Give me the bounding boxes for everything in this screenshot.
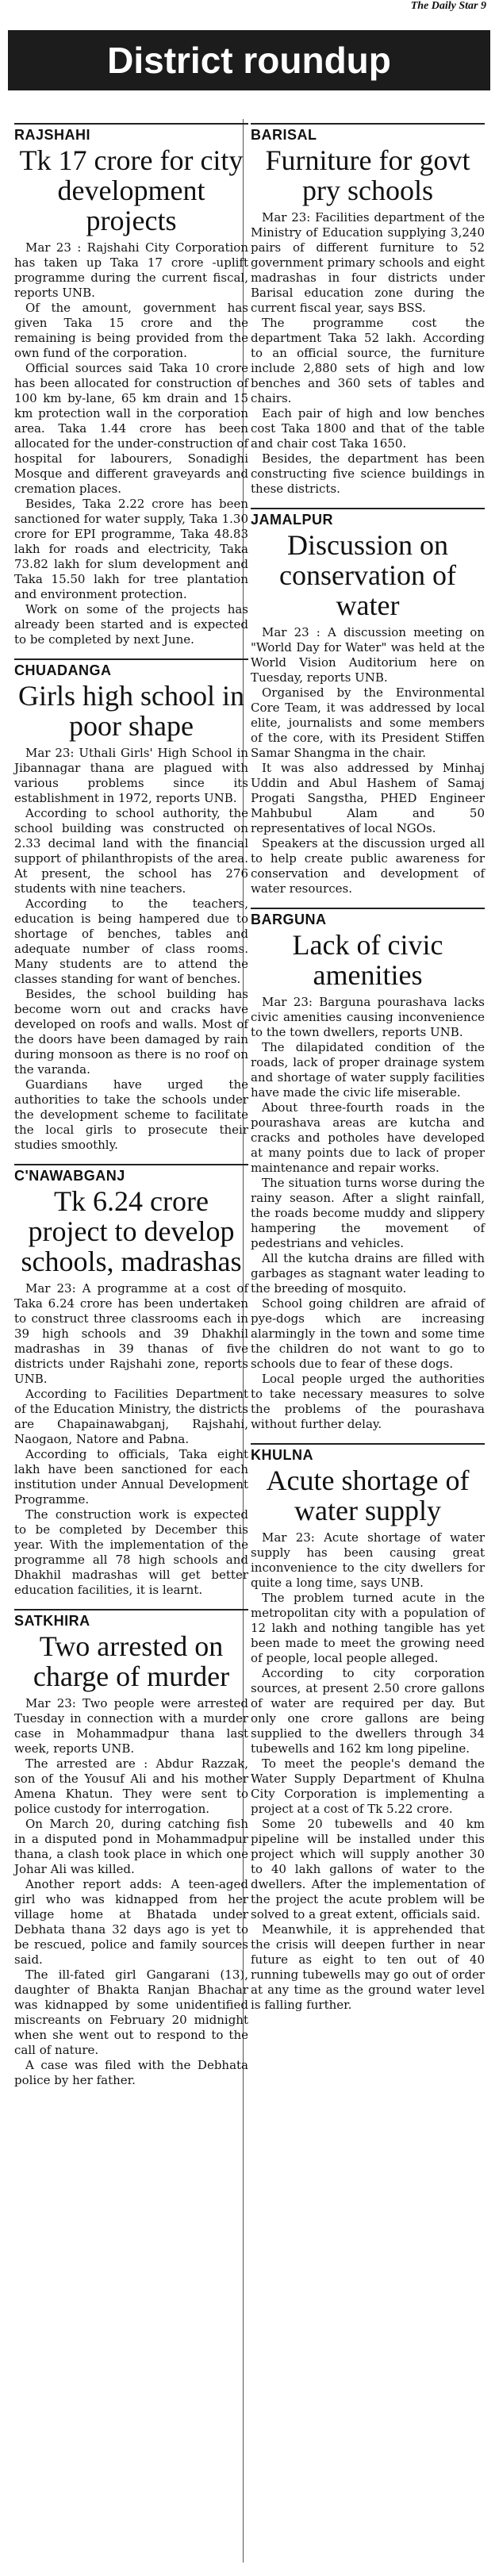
masthead-text: The Daily Star 9 xyxy=(410,0,486,12)
dateline-kicker: SATKHIRA xyxy=(14,1609,248,1630)
paragraph: According to city corporation sources, at present 2.50 crore gallons of water are required per day. But only one crore gallons are being supplied to the dwellers through 34 tubewells and 162 km long pipeline. xyxy=(251,1666,485,1756)
right-column xyxy=(251,123,485,2024)
masthead xyxy=(0,0,499,16)
paragraph: Of the amount, government has given Taka 15 crore and the remaining is being provided from the own fund of the corporation. xyxy=(14,301,248,360)
paragraph: About three-fourth roads in the pourashava areas are kutcha and cracks and potholes have developed at many points due to lack of proper maintenance and repair works. xyxy=(251,1100,485,1175)
dateline-kicker: CHUADANGA xyxy=(14,658,248,679)
article-body xyxy=(251,995,485,1432)
article-headline: Discussion on conservation of water xyxy=(279,529,456,621)
article-barguna xyxy=(251,908,485,1432)
paragraph: Speakers at the discussion urged all to help create public awareness for conservation and development of water resources. xyxy=(251,836,485,896)
article-headline: Furniture for govt pry schools xyxy=(265,144,470,206)
paragraph: Mar 23: A programme at a cost of Taka 6.24 crore has been undertaken to construct three classrooms each in 39 high schools and 39 Dhakhil madrashas in 39 thanas of five districts under Rajshahi zone, reports UNB. xyxy=(14,1281,248,1386)
article-headline: Acute shortage of water supply xyxy=(266,1465,470,1526)
dateline-kicker: JAMALPUR xyxy=(251,508,485,528)
dateline-kicker: KHULNA xyxy=(251,1443,485,1464)
paragraph: Meanwhile, it is apprehended that the crisis will deepen further in near future as eight to ten out of 40 running tubewells may go out of order at any time as the ground water level is falling further. xyxy=(251,1922,485,2012)
paragraph: The programme cost the department Taka 52 lakh. According to an official source, the furniture include 2,880 sets of high and low benches and 360 sets of tables and chairs. xyxy=(251,316,485,405)
article-rajshahi xyxy=(14,123,248,647)
paragraph: The construction work is expected to be completed by December this year. With the implementation of the programme all 78 high schools and Dhakhil madrashas will get better education facilities, it is learnt. xyxy=(14,1507,248,1597)
article-body xyxy=(251,625,485,896)
paragraph: The ill-fated girl Gangarani (13), daughter of Bhakta Ranjan Bhachar was kidnapped by some unidentified miscreants on February 20 midnight when she went out to respond to the call of nature. xyxy=(14,1968,248,2057)
paragraph: The arrested are : Abdur Razzak, son of the Yousuf Ali and his mother Amena Khatun. They were sent to police custody for interrogation. xyxy=(14,1756,248,1816)
article-satkhira xyxy=(14,1609,248,2088)
article-body xyxy=(251,1530,485,2013)
left-column xyxy=(14,123,248,2099)
paragraph: Another report adds: A teen-aged girl who was kidnapped from her village home at Bhatada under Debhata thana 32 days ago is yet to be rescued, police and family sources said. xyxy=(14,1877,248,1967)
paragraph: Besides, the department has been constructing five science buildings in these districts. xyxy=(251,451,485,496)
paragraph: According to school authority, the school building was constructed on 2.33 decimal land with the financial support of philanthropists of the area. At present, the school has 276 students with nine teachers. xyxy=(14,806,248,896)
article-body xyxy=(14,1281,248,1598)
paragraph: All the kutcha drains are filled with garbages as stagnant water leading to the breeding of mosquito. xyxy=(251,1251,485,1296)
paragraph: Mar 23: Barguna pourashava lacks civic amenities causing inconvenience to the town dwellers, reports UNB. xyxy=(251,995,485,1039)
paragraph: The problem turned acute in the metropolitan city with a population of 12 lakh and nothing tangible has yet been made to meet the growing need of people, local people alleged. xyxy=(251,1591,485,1665)
paragraph: The situation turns worse during the rainy season. After a slight rainfall, the roads become muddy and slippery hampering the movement of pedestrians and vehicles. xyxy=(251,1176,485,1250)
paragraph: Official sources said Taka 10 crore has been allocated for construction of 100 km by-lane, 65 km drain and 15 km protection wall in the corporation area. Taka 1.44 crore has been allocated for the under-construction of hospital for labourers, Sonadighi Mosque and different graveyards and cremation places. xyxy=(14,361,248,496)
paragraph: Mar 23: Uthali Girls' High School in Jibannagar thana are plagued with various problems since its establishment in 1972, reports UNB. xyxy=(14,746,248,805)
paragraph: School going children are afraid of pye-dogs which are increasing alarmingly in the town and some time the children do not want to go to schools due to fear of these dogs. xyxy=(251,1296,485,1371)
article-jamalpur xyxy=(251,508,485,896)
paragraph: Besides, the school building has become worn out and cracks have developed on roofs and walls. Most of the doors have been damaged by rain during monsoon as there is no roof on the varanda. xyxy=(14,987,248,1077)
paragraph: Guardians have urged the authorities to take the schools under the development scheme to facilitate the local girls to prosecute their studies smoothly. xyxy=(14,1077,248,1152)
paragraph: According to the teachers, education is being hampered due to shortage of benches, tables and adequate number of class rooms. Many students are to attend the classes standing for want of benches. xyxy=(14,896,248,986)
paragraph: According to officials, Taka eight lakh have been sanctioned for each institution under Annual Development Programme. xyxy=(14,1447,248,1507)
article-headline: Two arrested on charge of murder xyxy=(33,1630,230,1692)
article-body xyxy=(251,210,485,497)
paragraph: Mar 23: Facilities department of the Ministry of Education supplying 3,240 pairs of different furniture to 52 government primary schools and eight madrashas in four districts under Barisal education zone during the current fiscal year, says BSS. xyxy=(251,210,485,315)
article-body xyxy=(14,1696,248,2088)
article-headline: Girls high school in poor shape xyxy=(18,680,244,742)
paragraph: It was also addressed by Minhaj Uddin and Abul Hashem of Samaj Progati Sangstha, PHED Engineer Mahbubul Alam and 50 representatives of local NGOs. xyxy=(251,761,485,835)
article-c-nawabganj xyxy=(14,1164,248,1598)
paragraph: Mar 23: Acute shortage of water supply has been causing great inconvenience to the city dwellers for quite a long time, says UNB. xyxy=(251,1530,485,1590)
article-headline: Tk 6.24 crore project to develop schools, madrashas xyxy=(21,1185,242,1277)
dateline-kicker: BARISAL xyxy=(251,123,485,144)
paragraph: The dilapidated condition of the roads, lack of proper drainage system and shortage of water supply facilities have made the civic life miserable. xyxy=(251,1040,485,1100)
dateline-kicker: RAJSHAHI xyxy=(14,123,248,144)
paragraph: On March 20, during catching fish in a disputed pond in Mohammadpur thana, a clash took place in which one Johar Ali was killed. xyxy=(14,1817,248,1876)
article-khulna xyxy=(251,1443,485,2013)
paragraph: Local people urged the authorities to take necessary measures to solve the problems of the pourashava without further delay. xyxy=(251,1372,485,1431)
article-body xyxy=(14,746,248,1153)
paragraph: Organised by the Environmental Core Team, it was addressed by local elite, journalists and some members of the core, with its President Stiffen Samar Shangma in the chair. xyxy=(251,685,485,760)
paragraph: To meet the people's demand the Water Supply Department of Khulna City Corporation is implementing a project at a cost of Tk 5.22 crore. xyxy=(251,1756,485,1816)
article-chuadanga xyxy=(14,658,248,1153)
article-body xyxy=(14,240,248,647)
paragraph: According to Facilities Department of the Education Ministry, the districts are Chapainawabganj, Rajshahi, Naogaon, Natore and Pabna. xyxy=(14,1387,248,1446)
article-headline: Tk 17 crore for city development projects xyxy=(19,144,244,236)
paragraph: Each pair of high and low benches cost Taka 1800 and that of the table and chair cost Taka 1650. xyxy=(251,406,485,451)
paragraph: Besides, Taka 2.22 crore has been sanctioned for water supply, Taka 1.30 crore for EPI programme, Taka 48.83 lakh for roads and electricity, Taka 73.82 lakh for slum development and Taka 15.50 lakh for tree plantation and environment protection. xyxy=(14,497,248,601)
dateline-kicker: BARGUNA xyxy=(251,908,485,928)
paragraph: Work on some of the projects has already been started and is expected to be completed by next June. xyxy=(14,602,248,647)
paragraph: Mar 23 : A discussion meeting on "World Day for Water" was held at the World Vision Auditorium here on Tuesday, reports UNB. xyxy=(251,625,485,685)
paragraph: Some 20 tubewells and 40 km pipeline will be installed under this project which will supply another 30 to 40 lakh gallons of water to the dwellers. After the implementation of the project the acute problem will be solved to a great extent, officials said. xyxy=(251,1817,485,1921)
section-banner: District roundup xyxy=(8,30,490,90)
paragraph: Mar 23 : Rajshahi City Corporation has taken up Taka 17 crore -uplift programme during the current fiscal, reports UNB. xyxy=(14,240,248,300)
article-barisal xyxy=(251,123,485,497)
dateline-kicker: C'NAWABGANJ xyxy=(14,1164,248,1184)
paragraph: A case was filed with the Debhata police by her father. xyxy=(14,2058,248,2087)
article-headline: Lack of civic amenities xyxy=(292,929,443,991)
paragraph: Mar 23: Two people were arrested Tuesday in connection with a murder case in Mohammadpur thana last week, reports UNB. xyxy=(14,1696,248,1756)
